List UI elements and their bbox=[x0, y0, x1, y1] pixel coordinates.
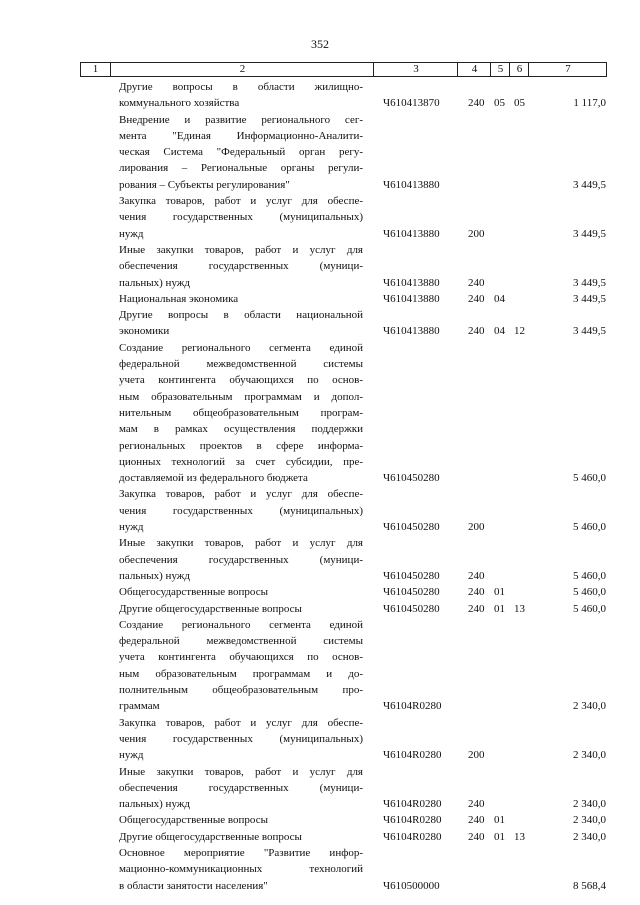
row-description bbox=[119, 307, 363, 340]
table-row bbox=[0, 79, 640, 112]
description-line: федеральной межведомственной системы bbox=[119, 358, 363, 371]
description-line: рования – Субъекты регулирования" bbox=[119, 178, 290, 191]
table-row bbox=[0, 812, 640, 828]
table-row bbox=[0, 829, 640, 845]
row-amount: 3 449,5 bbox=[573, 227, 606, 240]
row-col-4: 240 bbox=[468, 292, 485, 305]
row-col-4: 200 bbox=[468, 227, 485, 240]
table-row bbox=[0, 845, 640, 894]
row-code: Ч610450280 bbox=[383, 586, 440, 599]
description-line: учета контингента обучающихся по основ- bbox=[119, 651, 363, 664]
row-amount: 5 460,0 bbox=[573, 586, 606, 599]
description-line: в области занятости населения" bbox=[119, 879, 268, 892]
row-description bbox=[119, 845, 363, 894]
description-line: пальных) нужд bbox=[119, 569, 191, 582]
row-col-6: 13 bbox=[514, 602, 525, 615]
description-line: нительным общеобразовательным програм- bbox=[119, 406, 363, 419]
description-line: нужд bbox=[119, 521, 144, 534]
row-amount: 5 460,0 bbox=[573, 569, 606, 582]
description-line: региональных проектов в сфере информа- bbox=[119, 439, 363, 452]
header-col-4: 4 bbox=[457, 63, 491, 76]
table-row bbox=[0, 535, 640, 584]
row-col-5: 04 bbox=[494, 292, 505, 305]
row-col-4: 240 bbox=[468, 798, 485, 811]
table-row bbox=[0, 112, 640, 194]
row-col-4: 240 bbox=[468, 97, 485, 110]
description-line: Иные закупки товаров, работ и услуг для bbox=[119, 765, 363, 778]
description-line: Внедрение и развитие регионального сег- bbox=[119, 113, 363, 126]
table-row bbox=[0, 715, 640, 764]
row-description bbox=[119, 486, 363, 535]
row-code: Ч610413880 bbox=[383, 276, 440, 289]
description-line: доставляемой из федерального бюджета bbox=[119, 472, 308, 485]
row-col-5: 01 bbox=[494, 586, 505, 599]
row-description bbox=[119, 829, 363, 845]
row-code: Ч610500000 bbox=[383, 879, 440, 892]
row-col-4: 240 bbox=[468, 602, 485, 615]
row-col-4: 240 bbox=[468, 814, 485, 827]
row-code: Ч610450280 bbox=[383, 569, 440, 582]
description-line: Иные закупки товаров, работ и услуг для bbox=[119, 537, 363, 550]
description-line: чения государственных (муниципальных) bbox=[119, 504, 363, 517]
table-row bbox=[0, 340, 640, 487]
description-line: ческая Система "Федеральный орган регу- bbox=[119, 146, 363, 159]
description-line: Создание регионального сегмента единой bbox=[119, 341, 363, 354]
description-line: Общегосударственные вопросы bbox=[119, 814, 268, 827]
description-line: Закупка товаров, работ и услуг для обеспе- bbox=[119, 488, 363, 501]
table-row bbox=[0, 486, 640, 535]
row-code: Ч6104R0280 bbox=[383, 749, 442, 762]
description-line: Общегосударственные вопросы bbox=[119, 586, 268, 599]
description-line: мационно-коммуникационных технологий bbox=[119, 863, 363, 876]
description-line: лирования – Региональные органы регули- bbox=[119, 162, 363, 175]
description-line: Иные закупки товаров, работ и услуг для bbox=[119, 243, 363, 256]
row-description bbox=[119, 291, 363, 307]
row-amount: 2 340,0 bbox=[573, 700, 606, 713]
row-description bbox=[119, 340, 363, 487]
row-amount: 1 117,0 bbox=[573, 97, 606, 110]
row-col-5: 04 bbox=[494, 325, 505, 338]
description-line: Закупка товаров, работ и услуг для обеспе- bbox=[119, 716, 363, 729]
header-col-2: 2 bbox=[110, 63, 374, 76]
description-line: ционных технологий за счет субсидии, пре- bbox=[119, 455, 363, 468]
row-amount: 5 460,0 bbox=[573, 602, 606, 615]
row-amount: 3 449,5 bbox=[573, 178, 606, 191]
table-row bbox=[0, 764, 640, 813]
row-code: Ч6104R0280 bbox=[383, 798, 442, 811]
description-line: чения государственных (муниципальных) bbox=[119, 732, 363, 745]
header-col-6: 6 bbox=[509, 63, 529, 76]
row-description bbox=[119, 715, 363, 764]
table-row bbox=[0, 617, 640, 715]
row-code: Ч6104R0280 bbox=[383, 700, 442, 713]
description-line: ным образовательным программам и допол- bbox=[119, 390, 363, 403]
row-col-4: 240 bbox=[468, 276, 485, 289]
table-row bbox=[0, 584, 640, 600]
row-col-4: 240 bbox=[468, 830, 485, 843]
description-line: чения государственных (муниципальных) bbox=[119, 211, 363, 224]
row-amount: 3 449,5 bbox=[573, 292, 606, 305]
description-line: Другие вопросы в области жилищно- bbox=[119, 81, 363, 93]
row-description bbox=[119, 601, 363, 617]
table-row bbox=[0, 601, 640, 617]
description-line: Другие общегосударственные вопросы bbox=[119, 602, 302, 615]
row-col-6: 13 bbox=[514, 830, 525, 843]
description-line: Другие общегосударственные вопросы bbox=[119, 830, 302, 843]
description-line: Другие вопросы в области национальной bbox=[119, 309, 363, 322]
row-col-5: 05 bbox=[494, 97, 505, 110]
row-amount: 5 460,0 bbox=[573, 521, 606, 534]
row-code: Ч610413880 bbox=[383, 325, 440, 338]
row-col-5: 01 bbox=[494, 602, 505, 615]
row-col-5: 01 bbox=[494, 814, 505, 827]
description-line: обеспечения государственных (муници- bbox=[119, 260, 363, 273]
row-col-6: 05 bbox=[514, 97, 525, 110]
row-col-4: 200 bbox=[468, 749, 485, 762]
row-amount: 2 340,0 bbox=[573, 814, 606, 827]
row-amount: 2 340,0 bbox=[573, 830, 606, 843]
row-description bbox=[119, 193, 363, 242]
row-description bbox=[119, 79, 363, 112]
row-amount: 2 340,0 bbox=[573, 798, 606, 811]
description-line: нужд bbox=[119, 749, 144, 762]
header-col-1: 1 bbox=[92, 63, 99, 75]
row-amount: 2 340,0 bbox=[573, 749, 606, 762]
table-row bbox=[0, 307, 640, 340]
page-number: 352 bbox=[311, 37, 329, 51]
row-code: Ч610413880 bbox=[383, 227, 440, 240]
row-description bbox=[119, 812, 363, 828]
row-code: Ч610413880 bbox=[383, 178, 440, 191]
row-description bbox=[119, 617, 363, 715]
description-line: нужд bbox=[119, 227, 144, 240]
description-line: Создание регионального сегмента единой bbox=[119, 618, 363, 631]
table-row bbox=[0, 242, 640, 291]
row-description bbox=[119, 112, 363, 193]
description-line: Основное мероприятие "Развитие инфор- bbox=[119, 847, 363, 859]
description-line: ным образовательным программам и до- bbox=[119, 667, 363, 680]
header-col-7: 7 bbox=[528, 63, 607, 76]
row-col-5: 01 bbox=[494, 830, 505, 843]
row-code: Ч6104R0280 bbox=[383, 814, 442, 827]
description-line: обеспечения государственных (муници- bbox=[119, 553, 363, 566]
table-body bbox=[0, 79, 640, 894]
description-line: федеральной межведомственной системы bbox=[119, 635, 363, 648]
row-col-4: 240 bbox=[468, 569, 485, 582]
row-code: Ч6104R0280 bbox=[383, 830, 442, 843]
row-col-4: 240 bbox=[468, 325, 485, 338]
row-description bbox=[119, 764, 363, 813]
description-line: Закупка товаров, работ и услуг для обеспе- bbox=[119, 195, 363, 208]
row-col-4: 200 bbox=[468, 521, 485, 534]
description-line: учета контингента обучающихся по основ- bbox=[119, 374, 363, 387]
description-line: пальных) нужд bbox=[119, 798, 191, 811]
header-col-5: 5 bbox=[490, 63, 510, 76]
row-code: Ч610450280 bbox=[383, 521, 440, 534]
row-description bbox=[119, 535, 363, 584]
row-description bbox=[119, 242, 363, 291]
description-line: полнительным общеобразовательным про- bbox=[119, 684, 363, 697]
row-amount: 5 460,0 bbox=[573, 472, 606, 485]
row-code: Ч610413870 bbox=[383, 97, 440, 110]
row-code: Ч610450280 bbox=[383, 602, 440, 615]
table-row bbox=[0, 193, 640, 242]
table-header bbox=[80, 62, 607, 77]
description-line: Национальная экономика bbox=[119, 292, 239, 305]
description-line: экономики bbox=[119, 325, 170, 338]
description-line: пальных) нужд bbox=[119, 276, 191, 289]
row-amount: 8 568,4 bbox=[573, 879, 606, 892]
description-line: мам в рамках осуществления поддержки bbox=[119, 423, 363, 436]
description-line: коммунального хозяйства bbox=[119, 97, 240, 110]
row-description bbox=[119, 584, 363, 600]
row-amount: 3 449,5 bbox=[573, 276, 606, 289]
row-amount: 3 449,5 bbox=[573, 325, 606, 338]
description-line: мента "Единая Информационно-Аналити- bbox=[119, 129, 363, 142]
description-line: граммам bbox=[119, 700, 160, 713]
row-code: Ч610450280 bbox=[383, 472, 440, 485]
table-row bbox=[0, 291, 640, 307]
row-col-4: 240 bbox=[468, 586, 485, 599]
description-line: обеспечения государственных (муници- bbox=[119, 781, 363, 794]
header-col-3: 3 bbox=[373, 63, 458, 76]
row-code: Ч610413880 bbox=[383, 292, 440, 305]
row-col-6: 12 bbox=[514, 325, 525, 338]
